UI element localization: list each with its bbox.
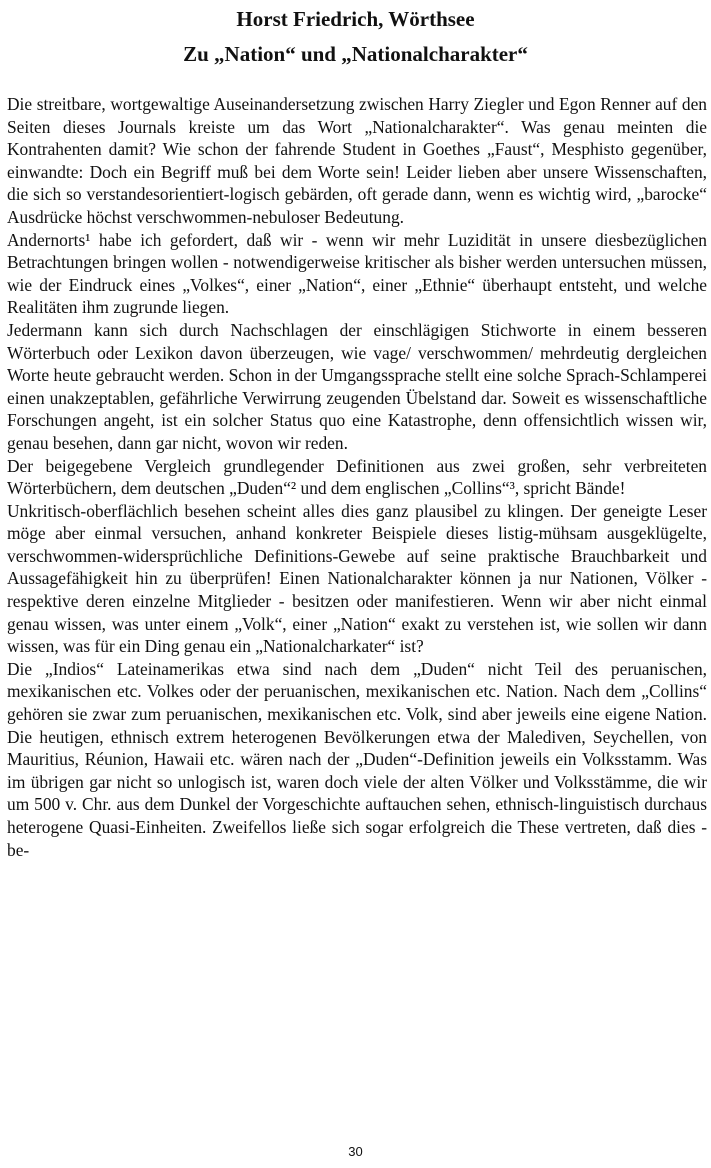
paragraph: Die streitbare, wortgewaltige Auseinandersetzung zwischen Harry Ziegler und Egon Renner auf den Seiten dieses Journals kreiste um das Wort „Nationalcharakter“. Was genau meinten die Kontrahenten damit? Wie schon der fahrende Student in Goethes „Faust“, Mesphisto gegenüber, einwandte: Doch ein Begriff muß bei dem Worte sein! Leider lieben aber unsere Wissenschaften, die sich so verstandesorientiert-logisch gebärden, oft gerade dann, wenn es wichtig wird, „barocke“ Ausdrücke höchst verschwommen-nebuloser Bedeutung. [7,94,707,227]
article-title: Zu „Nation“ und „Nationalcharakter“ [183,42,528,66]
paragraph: Die „Indios“ Lateinamerikas etwa sind nach dem „Duden“ nicht Teil des peruanischen, mexikanischen etc. Volkes oder der peruanischen, mexikanischen etc. Nation. Nach dem „Collins“ gehören sie zwar zum peruanischen, mexikanischen etc. Volk, sind aber jeweils eine eigene Nation. Die heutigen, ethnisch extrem heterogenen Bevölkerungen etwa der Malediven, Seychellen, von Mauritius, Réunion, Hawaii etc. wären nach der „Duden“-Definition jeweils ein Volksstamm. Was im übrigen gar nicht so unlogisch ist, waren doch viele der alten Völker und Volksstämme, die wir um 500 v. Chr. aus dem Dunkel der Vorgeschichte auftauchen sehen, ethnisch-linguistisch durchaus heterogene Quasi-Einheiten. Zweifellos ließe sich sogar erfolgreich die These vertreten, daß dies - be- [7,658,707,860]
paragraph: Der beigegebene Vergleich grundlegender Definitionen aus zwei großen, sehr verbreiteten Wörterbüchern, dem deutschen „Duden“² und dem englischen „Collins“³, spricht Bände! [7,455,707,499]
paragraph: Jedermann kann sich durch Nachschlagen der einschlägigen Stichworte in einem besseren Wörterbuch oder Lexikon davon überzeugen, wie vage/ verschwommen/ mehrdeutig dergleichen Worte heute gebraucht werden. Schon in der Umgangssprache stellt eine solche Sprach-Schlamperei einen unakzeptablen, gefährliche Verwirrung zeugenden Übelstand dar. Soweit es wissenschaftliche Forschungen angeht, ist ein solcher Status quo eine Katastrophe, denn offensichtlich wissen wir, genau besehen, dann gar nicht, wovon wir reden. [7,319,707,453]
page-number: 30 [348,1144,363,1159]
paragraph: Unkritisch-oberflächlich besehen scheint alles dies ganz plausibel zu klingen. Der geneigte Leser möge aber einmal versuchen, anhand konkreter Beispiele dieses listig-mühsam ausgeklügelte, verschwommen-widersprüchliche Definitions-Gewebe auf seine praktische Brauchbarkeit und Aussagefähigkeit hin zu überprüfen! Einen Nationalcharakter können ja nur Nationen, Völker - respektive deren einzelne Mitglieder - besitzen oder manifestieren. Wenn wir aber nicht einmal genau wissen, was unter einem „Volk“, einer „Nation“ exakt zu verstehen ist, wie sollen wir dann wissen, was für ein Ding genau ein „Nationalcharkater“ ist? [7,500,707,657]
article-body [7,93,707,861]
paragraph: Andernorts¹ habe ich gefordert, daß wir - wenn wir mehr Luzidität in unsere diesbezüglichen Betrachtungen bringen wollen - notwendigerweise kritischer als bisher werden untersuchen müssen, wie der Eindruck eines „Volkes“, einer „Nation“, einer „Ethnie“ überhaupt entsteht, und welche Realitäten ihm zugrunde liegen. [7,229,707,318]
author-heading: Horst Friedrich, Wörthsee [236,7,475,31]
